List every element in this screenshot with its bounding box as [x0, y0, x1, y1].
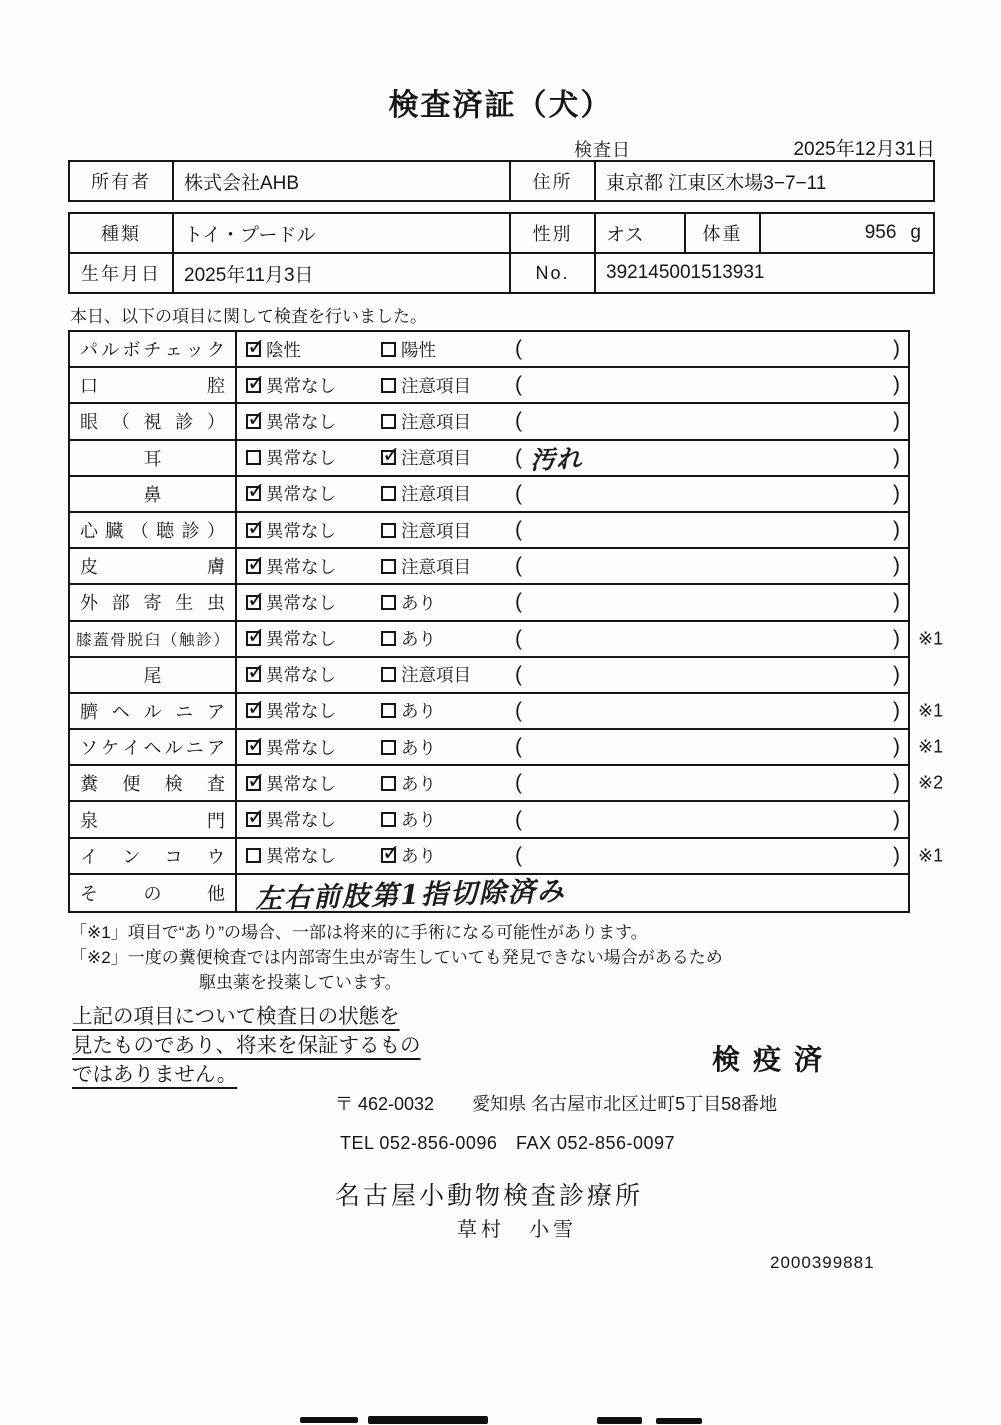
- checklist-row: [70, 802, 908, 838]
- option-cell: [372, 802, 507, 836]
- row-label: 鼻: [70, 477, 237, 511]
- checklist-row: [70, 368, 908, 404]
- checklist-row: [70, 404, 908, 440]
- checkbox-checked-icon: [246, 342, 261, 357]
- checkbox-checked-icon: [246, 740, 261, 755]
- footnote-mark: ※2: [918, 772, 944, 793]
- checkbox-checked-icon: [381, 848, 396, 863]
- id-number-value: 392145001513931: [594, 254, 933, 292]
- open-paren: (: [515, 771, 522, 795]
- option-cell: [372, 513, 507, 547]
- checkbox-unchecked-icon: [381, 703, 396, 718]
- checkbox-checked-icon: [246, 559, 261, 574]
- close-paren: ): [893, 554, 900, 578]
- option-cell: [372, 694, 507, 728]
- pet-row-2: [70, 252, 933, 292]
- row-label: 臍 ヘ ル ニ ア: [70, 694, 237, 728]
- option-cell: [372, 658, 507, 692]
- footnote-2: 「※2」一度の糞便検査では内部寄生虫が寄生していても発見できない場合があるため: [70, 948, 723, 967]
- close-paren: ): [893, 445, 900, 469]
- checkbox-unchecked-icon: [381, 595, 396, 610]
- id-number-label: No.: [509, 254, 594, 292]
- option-label: 異常なし: [266, 484, 336, 505]
- option-label: 注意項目: [401, 375, 471, 396]
- remarks-cell: [507, 513, 908, 547]
- remarks-cell: [507, 549, 908, 583]
- footnote-1: 「※1」項目で“あり”の場合、一部は将来的に手術になる可能性があります。: [70, 923, 648, 942]
- row-label: パ ル ボ チ ェ ッ ク: [70, 332, 237, 366]
- option-cell: [237, 441, 372, 475]
- open-paren: (: [515, 409, 522, 433]
- checklist-row: [70, 513, 908, 549]
- option-label: 異常なし: [266, 520, 336, 541]
- option-cell: [372, 622, 507, 656]
- close-paren: ): [893, 843, 900, 867]
- open-paren: (: [515, 626, 522, 650]
- inspection-date-value: 2025年12月31日: [793, 139, 935, 160]
- option-label: 異常なし: [266, 846, 336, 867]
- option-cell: [372, 585, 507, 619]
- close-paren: ): [893, 481, 900, 505]
- option-cell: [237, 622, 372, 656]
- clinic-address-line: [335, 1090, 777, 1116]
- checkbox-checked-icon: [246, 703, 261, 718]
- checklist-row: [70, 477, 908, 513]
- checklist-row: [70, 549, 908, 585]
- scan-artifact: [597, 1417, 642, 1424]
- close-paren: ): [893, 771, 900, 795]
- option-cell: [237, 658, 372, 692]
- owner-row: [70, 162, 933, 200]
- remarks-cell: [507, 802, 908, 836]
- close-paren: ): [893, 807, 900, 831]
- option-label: あり: [401, 629, 436, 650]
- option-label: 異常なし: [266, 737, 336, 758]
- remarks-cell: [507, 441, 908, 475]
- option-cell: [372, 766, 507, 800]
- row-label: ソ ケ イ ヘ ル ニ ア: [70, 730, 237, 764]
- open-paren: (: [515, 662, 522, 686]
- option-cell: [372, 839, 507, 873]
- option-label: 異常なし: [266, 411, 336, 432]
- footnote-mark: ※1: [918, 628, 944, 649]
- birthdate-value: 2025年11月3日: [172, 254, 509, 292]
- open-paren: (: [515, 735, 522, 759]
- scan-artifact: [300, 1417, 358, 1423]
- option-cell: [372, 441, 507, 475]
- other-remarks-cell: [237, 875, 908, 916]
- open-paren: (: [515, 445, 522, 469]
- clinic-name: 名古屋小動物検査診療所: [335, 1182, 644, 1210]
- option-cell: [237, 839, 372, 873]
- checkbox-unchecked-icon: [381, 559, 396, 574]
- handwritten-note: 汚れ: [529, 443, 583, 475]
- checklist-table: [68, 330, 944, 916]
- open-paren: (: [515, 590, 522, 614]
- remarks-cell: [507, 585, 908, 619]
- checkbox-checked-icon: [381, 450, 396, 465]
- checklist-row: [70, 585, 908, 621]
- option-cell: [237, 332, 372, 366]
- address-value: 東京都 江東区木場3−7−11: [594, 162, 933, 200]
- option-cell: [372, 549, 507, 583]
- footnotes: [70, 920, 723, 995]
- option-cell: [237, 477, 372, 511]
- option-cell: [237, 368, 372, 402]
- option-label: 異常なし: [266, 556, 336, 577]
- option-label: 注意項目: [401, 411, 471, 432]
- remarks-text: [522, 440, 893, 476]
- sex-label: 性別: [509, 214, 594, 252]
- checkbox-unchecked-icon: [246, 450, 261, 465]
- close-paren: ): [893, 662, 900, 686]
- option-label: 異常なし: [266, 629, 336, 650]
- checkbox-unchecked-icon: [381, 740, 396, 755]
- row-label: イ ン コ ウ: [70, 839, 237, 873]
- clinic-address: 愛知県 名古屋市北区辻町5丁目58番地: [472, 1094, 778, 1114]
- open-paren: (: [515, 373, 522, 397]
- close-paren: ): [893, 337, 900, 361]
- row-label: 眼 （ 視 診 ）: [70, 404, 237, 438]
- weight-cell: [759, 214, 933, 252]
- remarks-cell: [507, 730, 908, 764]
- option-cell: [237, 802, 372, 836]
- weight-unit: g: [910, 222, 921, 243]
- checklist-row: [70, 766, 944, 802]
- option-label: あり: [401, 737, 436, 758]
- owner-table: [68, 160, 935, 202]
- option-label: あり: [401, 846, 436, 867]
- option-cell: [237, 585, 372, 619]
- row-label: 耳: [70, 441, 237, 475]
- option-label: 注意項目: [401, 665, 471, 686]
- row-label: 尾: [70, 658, 237, 692]
- veterinarian-name: 草村 小雪: [457, 1219, 577, 1241]
- close-paren: ): [893, 590, 900, 614]
- clinic-tel-fax: TEL 052-856-0096 FAX 052-856-0097: [340, 1133, 676, 1153]
- footnote-mark: ※1: [918, 700, 944, 721]
- remarks-cell: [507, 477, 908, 511]
- checkbox-unchecked-icon: [381, 631, 396, 646]
- birthdate-label: 生年月日: [81, 264, 161, 284]
- checkbox-checked-icon: [246, 776, 261, 791]
- open-paren: (: [515, 843, 522, 867]
- checkbox-unchecked-icon: [246, 848, 261, 863]
- option-label: あり: [401, 810, 436, 831]
- remarks-cell: [507, 368, 908, 402]
- checkbox-unchecked-icon: [381, 776, 396, 791]
- option-label: 異常なし: [266, 448, 336, 469]
- option-cell: [237, 766, 372, 800]
- close-paren: ): [893, 626, 900, 650]
- footnote-mark: ※1: [918, 845, 944, 866]
- disclaimer-line-3: ではありません。: [72, 1063, 238, 1086]
- option-label: 異常なし: [266, 701, 336, 722]
- page-title: 検査済証（犬）: [388, 89, 613, 122]
- checkbox-checked-icon: [246, 414, 261, 429]
- checkbox-unchecked-icon: [381, 486, 396, 501]
- open-paren: (: [515, 698, 522, 722]
- intro-text: 本日、以下の項目に関して検査を行いました。: [70, 307, 427, 326]
- remarks-cell: [507, 766, 908, 800]
- option-label: あり: [401, 592, 436, 613]
- checklist-row: [70, 332, 908, 368]
- option-label: 異常なし: [266, 375, 336, 396]
- scan-artifact: [368, 1416, 488, 1424]
- disclaimer-line-2: 見たものであり、将来を保証するもの: [72, 1034, 421, 1057]
- row-label: 口 腔: [70, 368, 237, 402]
- checkbox-checked-icon: [246, 812, 261, 827]
- option-cell: [237, 549, 372, 583]
- option-cell: [372, 404, 507, 438]
- checklist-row: [70, 839, 944, 875]
- scan-artifact: [656, 1418, 702, 1424]
- open-paren: (: [515, 807, 522, 831]
- checkbox-unchecked-icon: [381, 342, 396, 357]
- checklist-row: [70, 694, 944, 730]
- open-paren: (: [515, 554, 522, 578]
- footnote-2-continued: 駆虫薬を投薬しています。: [199, 973, 402, 992]
- option-cell: [237, 694, 372, 728]
- open-paren: (: [515, 518, 522, 542]
- pet-row-1: [70, 214, 933, 252]
- close-paren: ): [893, 373, 900, 397]
- remarks-cell: [507, 839, 908, 873]
- option-label: 異常なし: [266, 592, 336, 613]
- checkbox-unchecked-icon: [381, 667, 396, 682]
- owner-value: 株式会社AHB: [172, 162, 509, 200]
- option-cell: [372, 368, 507, 402]
- pet-table: [68, 212, 935, 294]
- open-paren: (: [515, 337, 522, 361]
- serial-number: 2000399881: [770, 1253, 875, 1272]
- checkbox-checked-icon: [246, 378, 261, 393]
- clinic-postal-code: 〒 462-0032: [335, 1094, 435, 1114]
- weight-value: 956: [864, 222, 897, 243]
- breed-value: トイ・プードル: [172, 214, 509, 252]
- row-label: 心 臓 （ 聴 診 ）: [70, 513, 237, 547]
- checkbox-unchecked-icon: [381, 414, 396, 429]
- remarks-cell: [507, 622, 908, 656]
- row-label: 膝 蓋 骨 脱 臼 （ 触 診 ）: [70, 622, 237, 656]
- option-label: 注意項目: [401, 520, 471, 541]
- close-paren: ): [893, 518, 900, 542]
- option-label: あり: [401, 773, 436, 794]
- inspection-date-label: 検査日: [574, 140, 631, 160]
- option-cell: [237, 730, 372, 764]
- checkbox-checked-icon: [246, 631, 261, 646]
- checklist-row: [70, 622, 944, 658]
- owner-label: 所有者: [91, 172, 151, 192]
- option-cell: [237, 404, 372, 438]
- option-cell: [372, 477, 507, 511]
- checklist-row: [70, 875, 908, 916]
- close-paren: ): [893, 698, 900, 722]
- remarks-cell: [507, 658, 908, 692]
- option-label: 注意項目: [401, 448, 471, 469]
- option-label: 異常なし: [266, 773, 336, 794]
- option-label: 注意項目: [401, 484, 471, 505]
- weight-label: 体重: [684, 214, 759, 252]
- checkbox-checked-icon: [246, 595, 261, 610]
- option-label: あり: [401, 701, 436, 722]
- row-label: 糞 便 検 査: [70, 766, 237, 800]
- remarks-cell: [507, 694, 908, 728]
- remarks-cell: [507, 332, 908, 366]
- checklist-row: [70, 730, 944, 766]
- breed-label: 種類: [101, 224, 141, 244]
- checkbox-checked-icon: [246, 667, 261, 682]
- option-cell: [372, 332, 507, 366]
- handwritten-note: 左右前肢第1指切除済み: [254, 876, 567, 916]
- remarks-cell: [507, 404, 908, 438]
- option-label: 異常なし: [266, 810, 336, 831]
- row-label: 泉 門: [70, 802, 237, 836]
- disclaimer-line-1: 上記の項目について検査日の状態を: [72, 1005, 400, 1028]
- sex-value: オス: [594, 214, 684, 252]
- close-paren: ): [893, 409, 900, 433]
- quarantine-stamp: 検疫済: [712, 1044, 836, 1075]
- checkbox-checked-icon: [246, 523, 261, 538]
- row-label: 外 部 寄 生 虫: [70, 585, 237, 619]
- checkbox-unchecked-icon: [381, 812, 396, 827]
- option-label: 陰性: [266, 339, 301, 360]
- checkbox-unchecked-icon: [381, 523, 396, 538]
- footnote-mark: ※1: [918, 736, 944, 757]
- row-label: そ の 他: [70, 875, 237, 911]
- option-label: 陽性: [401, 339, 436, 360]
- checkbox-unchecked-icon: [381, 378, 396, 393]
- checkbox-checked-icon: [246, 486, 261, 501]
- checklist-row: [70, 441, 908, 477]
- option-label: 注意項目: [401, 556, 471, 577]
- address-label: 住所: [509, 162, 594, 200]
- checklist-row: [70, 658, 908, 694]
- close-paren: ): [893, 735, 900, 759]
- open-paren: (: [515, 481, 522, 505]
- option-cell: [372, 730, 507, 764]
- disclaimer: [72, 1002, 421, 1089]
- option-label: 異常なし: [266, 665, 336, 686]
- row-label: 皮 膚: [70, 549, 237, 583]
- option-cell: [237, 513, 372, 547]
